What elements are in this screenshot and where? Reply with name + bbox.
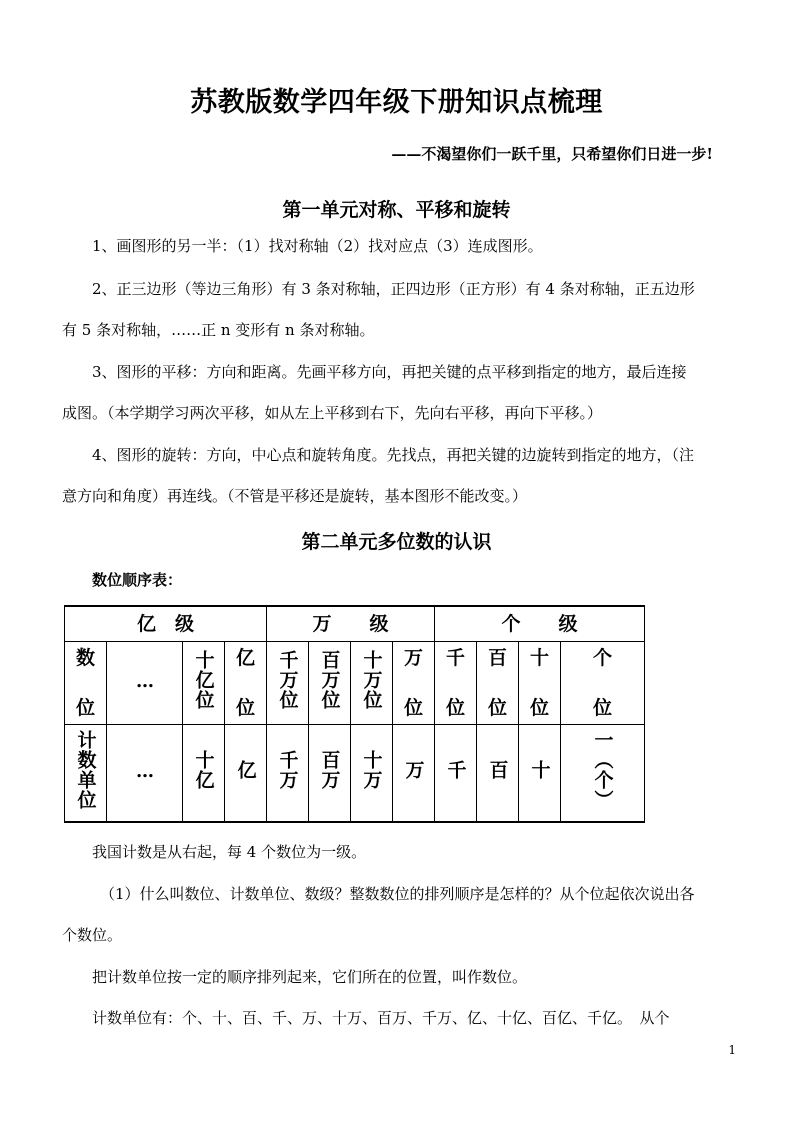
row-label-units [65, 725, 107, 823]
place-label-part: 个 [593, 647, 613, 669]
unit-cell [519, 725, 561, 823]
paragraph-continuation: 成图。（本学期学习两次平移，如从左上平移到右下，先向右平移，再向下平移。） [62, 404, 603, 422]
group-header-ge: 个 级 [435, 606, 645, 642]
place-cell [267, 642, 309, 725]
paragraph: 3、图形的平移：方向和距离。先画平移方向，再把关键的点平移到指定的地方，最后连接 [92, 363, 687, 381]
paragraph-continuation: 个数位。 [62, 926, 123, 944]
place-label-part: 位 [446, 697, 466, 719]
unit-label: 百万 [318, 750, 341, 790]
ellipsis-cell [107, 642, 183, 725]
unit-label: 十 [528, 760, 551, 780]
place-label-part: 百 [488, 647, 508, 669]
section2-heading: 第二单元多位数的认识 [301, 531, 492, 553]
unit-cell [351, 725, 393, 823]
page-number: 1 [728, 1043, 736, 1057]
paragraph: 4、图形的旋转：方向，中心点和旋转角度。先找点，再把关键的边旋转到指定的地方，（注 [92, 446, 695, 464]
place-label-part: 千 [446, 647, 466, 669]
place-cell [519, 642, 561, 725]
place-cell [225, 642, 267, 725]
unit-cell [393, 725, 435, 823]
unit-cell [183, 725, 225, 823]
ellipsis: … [134, 670, 156, 690]
place-label-part: 位 [236, 697, 256, 719]
unit-label: 亿 [234, 760, 257, 780]
place-label-part: 万 [404, 647, 424, 669]
unit-label: 千万 [276, 750, 299, 790]
place-cell [183, 642, 225, 725]
place-label: 十万位 [360, 650, 383, 710]
place-cell [435, 642, 477, 725]
place-cell [309, 642, 351, 725]
paragraph-continuation: 意方向和角度）再连线。（不管是平移还是旋转，基本图形不能改变。） [62, 487, 528, 505]
place-label: 千万位 [276, 650, 299, 710]
place-label-part: 亿 [236, 647, 256, 669]
paragraph: （1）什么叫数位、计数单位、数级？整数数位的排列顺序是怎样的？从个位起依次说出各 [100, 885, 695, 903]
place-label-part: 位 [530, 697, 550, 719]
document-title: 苏教版数学四年级下册知识点梳理 [190, 87, 603, 118]
paragraph-continuation: 有 5 条对称轴，……正 n 变形有 n 条对称轴。 [62, 321, 375, 339]
section1-heading: 第一单元对称、平移和旋转 [282, 199, 511, 221]
row-label-part: 数 [75, 647, 95, 669]
place-cell [477, 642, 519, 725]
unit-cell [561, 725, 645, 823]
group-header-wan: 万 级 [267, 606, 435, 642]
paragraph: 1、画图形的另一半：（1）找对称轴（2）找对应点（3）连成图形。 [92, 237, 543, 255]
unit-label: 万 [402, 760, 425, 780]
row-label-part: 位 [75, 697, 95, 719]
place-cell [393, 642, 435, 725]
place-label-part: 位 [488, 697, 508, 719]
unit-label: 一（个） [591, 730, 614, 810]
ellipsis: … [134, 760, 156, 780]
place-cell [351, 642, 393, 725]
document-subtitle: ——不渴望你们一跃千里，只希望你们日进一步! [391, 145, 713, 163]
place-label: 十亿位 [192, 650, 215, 710]
place-value-table [64, 605, 645, 823]
ellipsis-cell [107, 725, 183, 823]
paragraph: 我国计数是从右起，每 4 个数位为一级。 [92, 843, 367, 861]
unit-label: 百 [486, 760, 509, 780]
place-label-part: 位 [593, 697, 613, 719]
place-cell [561, 642, 645, 725]
unit-label: 十万 [360, 750, 383, 790]
row-label: 计数单位 [74, 730, 97, 810]
unit-cell [309, 725, 351, 823]
unit-cell [225, 725, 267, 823]
group-header-yi: 亿 级 [65, 606, 267, 642]
paragraph: 2、正三边形（等边三角形）有 3 条对称轴，正四边形（正方形）有 4 条对称轴，正五边形 [92, 280, 695, 298]
unit-cell [435, 725, 477, 823]
table-caption: 数位顺序表： [92, 571, 183, 589]
place-label: 百万位 [318, 650, 341, 710]
unit-cell [477, 725, 519, 823]
paragraph: 把计数单位按一定的顺序排列起来，它们所在的位置，叫作数位。 [92, 968, 528, 986]
row-label-places [65, 642, 107, 725]
unit-label: 千 [444, 760, 467, 780]
unit-label: 十亿 [192, 750, 215, 790]
unit-cell [267, 725, 309, 823]
place-label-part: 位 [404, 697, 424, 719]
place-label-part: 十 [530, 647, 550, 669]
paragraph: 计数单位有：个、十、百、千、万、十万、百万、千万、亿、十亿、百亿、千亿。 从个 [92, 1009, 670, 1027]
